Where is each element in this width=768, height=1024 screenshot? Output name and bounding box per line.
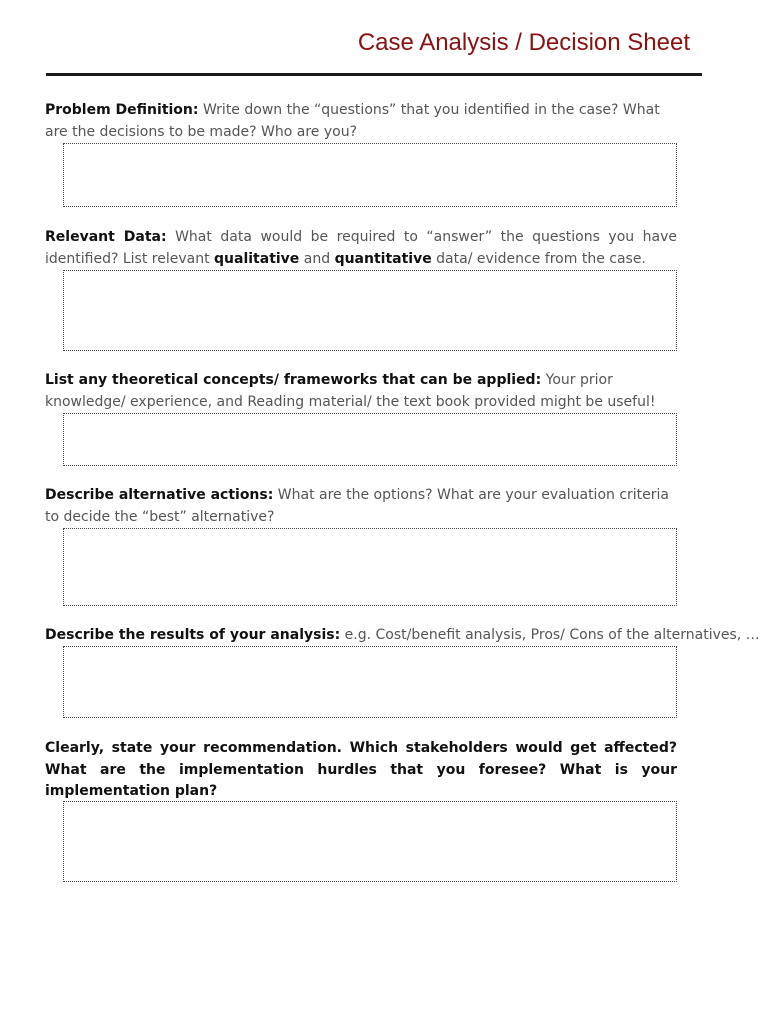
section-label: List any theoretical concepts/ frameworks that can be applied: xyxy=(45,372,542,388)
recommendation-prompt: Clearly, state your recommendation. Which stakeholders would get affected? What are the implementation hurdles that you foresee? What is your implementation plan? xyxy=(45,740,677,799)
emphasis-quantitative: quantitative xyxy=(334,250,432,267)
section-prompt-tail: data/ evidence from the case. xyxy=(436,250,646,267)
analysis-results-prompt xyxy=(45,625,760,647)
section-label: Describe alternative actions: xyxy=(45,487,274,503)
section-label: Describe the results of your analysis: xyxy=(45,627,341,643)
problem-definition-field[interactable] xyxy=(63,143,677,207)
recommendation-field[interactable] xyxy=(63,801,677,882)
relevant-data-prompt xyxy=(45,227,677,270)
section-prompt: What are the options? What are your evaluation criteria to decide the “best” alternative? xyxy=(45,487,670,525)
section-label: Problem Definition: xyxy=(45,102,199,118)
frameworks-field[interactable] xyxy=(63,413,677,466)
analysis-results-field[interactable] xyxy=(63,646,677,718)
section-prompt: Write down the “questions” that you identified in the case? What are the decisions to be made? Who are you? xyxy=(45,102,660,140)
problem-definition-prompt xyxy=(45,100,677,143)
section-prompt: e.g. Cost/benefit analysis, Pros/ Cons of the alternatives, … xyxy=(344,627,760,643)
emphasis-qualitative: qualitative xyxy=(214,250,300,267)
page-title: Case Analysis / Decision Sheet xyxy=(357,29,690,56)
frameworks-prompt xyxy=(45,370,677,413)
relevant-data-field[interactable] xyxy=(63,270,677,351)
alternative-actions-field[interactable] xyxy=(63,528,677,606)
section-prompt: What data would be required to “answer” the questions you have identified? List relevant xyxy=(45,229,678,267)
alternative-actions-prompt xyxy=(45,485,677,528)
section-label: Relevant Data: xyxy=(45,229,167,245)
section-prompt-connector: and xyxy=(303,250,331,267)
section-prompt: Your prior knowledge/ experience, and Reading material/ the text book provided might be useful! xyxy=(45,372,656,410)
title-divider xyxy=(46,73,702,76)
